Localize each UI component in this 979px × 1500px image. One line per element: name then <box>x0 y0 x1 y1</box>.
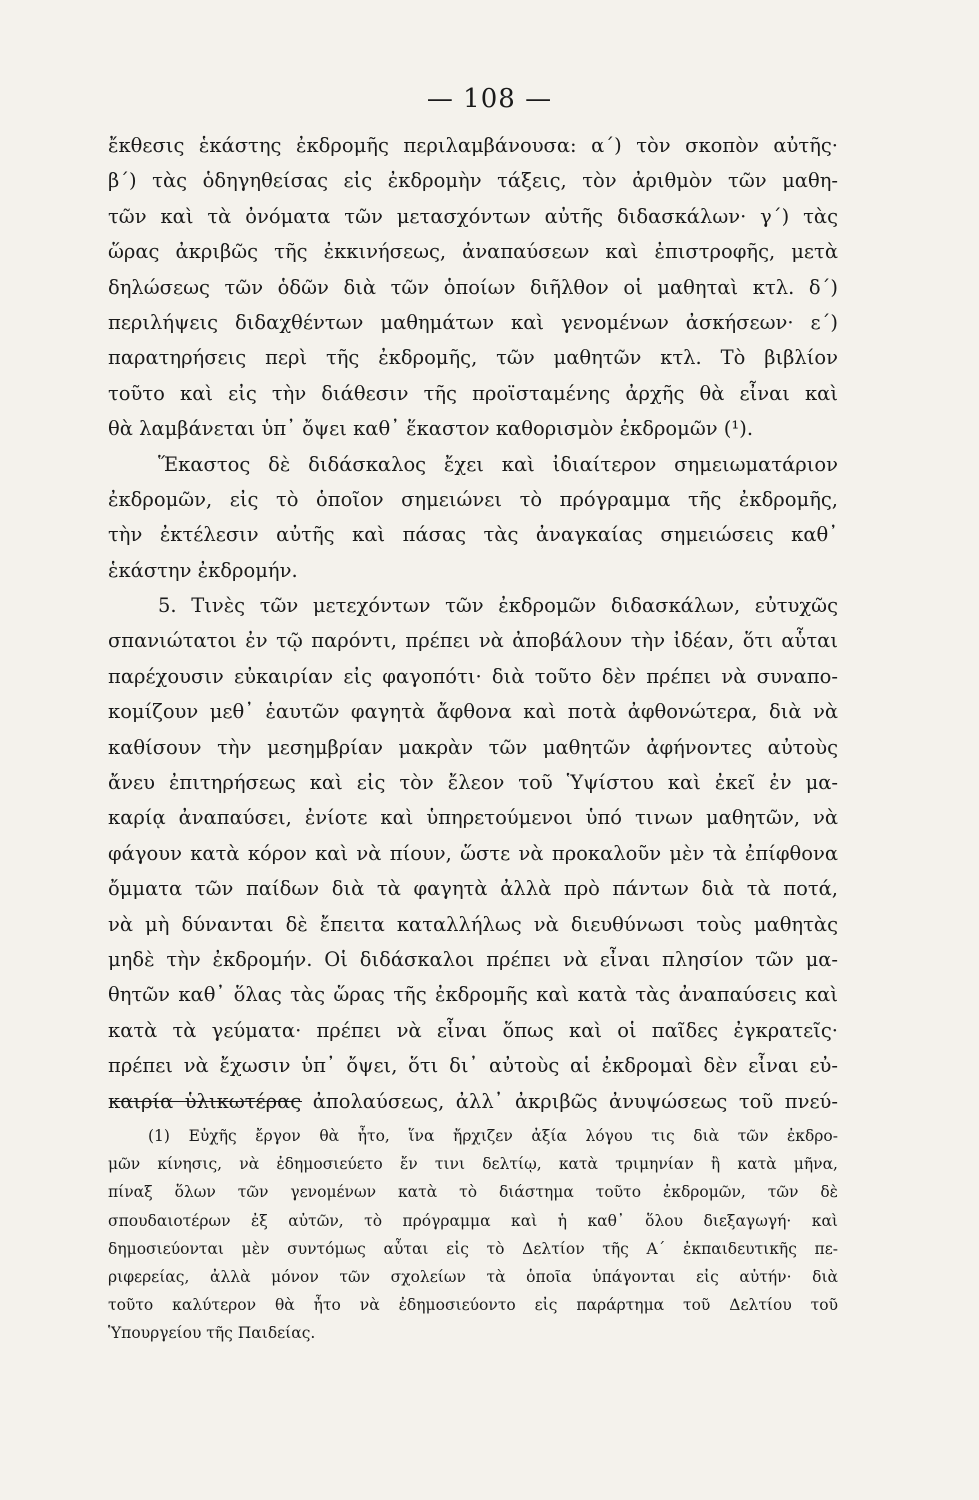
footnote-divider <box>110 1101 302 1102</box>
footnote-line: ριφερείας, ἀλλὰ μόνον τῶν σχολείων τὰ ὁποῖα ὑπάγονται εἰς αὐτήν· διὰ <box>108 1267 838 1286</box>
text-line: μηδὲ τὴν ἐκδρομήν. Οἱ διδάσκαλοι πρέπει νὰ εἶναι πλησίον τῶν μα- <box>108 947 838 971</box>
text-line: καθίσουν τὴν μεσημβρίαν μακρὰν τῶν μαθητῶν ἀφήνοντες αὐτοὺς <box>108 735 838 759</box>
footnote-line: Ὑπουργείου τῆς Παιδείας. <box>108 1324 316 1343</box>
footnote-line: (1) Εὐχῆς ἔργον θὰ ἦτο, ἵνα ἤρχιζεν ἀξία λόγου τις διὰ τῶν ἐκδρο- <box>148 1127 838 1145</box>
body-text <box>108 128 838 1119</box>
text-line: περιλήψεις διδαχθέντων μαθημάτων καὶ γενομένων ἀσκήσεων· ε΄) <box>108 310 838 334</box>
text-line: παρατηρήσεις περὶ τῆς ἐκδρομῆς, τῶν μαθητῶν κτλ. Τὸ βιβλίον <box>108 346 838 370</box>
text-line: καιρία ὑλικωτέρας ἀπολαύσεως, ἀλλ᾿ ἀκριβῶς ἀνυψώσεως τοῦ πνεύ- <box>108 1089 838 1113</box>
text-line: ἔκθεσις ἑκάστης ἐκδρομῆς περιλαμβάνουσα: α΄) τὸν σκοπὸν αὐτῆς· <box>108 134 838 157</box>
text-line: σπανιώτατοι ἐν τῷ παρόντι, πρέπει νὰ ἀποβάλουν τὴν ἰδέαν, ὅτι αὗται <box>108 629 838 653</box>
footnote-line: τοῦτο καλύτερον θὰ ἦτο νὰ ἐδημοσιεύοντο εἰς παράρτημα τοῦ Δελτίου τοῦ <box>108 1296 838 1315</box>
text-line: φάγουν κατὰ κόρον καὶ νὰ πίουν, ὥστε νὰ προκαλοῦν μὲν τὰ ἐπίφθονα <box>108 841 838 865</box>
footnote-line: πίναξ ὅλων τῶν γενομένων κατὰ τὸ διάστημα τοῦτο ἐκδρομῶν, τῶν δὲ <box>108 1183 838 1202</box>
text-line: ὥρας ἀκριβῶς τῆς ἐκκινήσεως, ἀναπαύσεων καὶ ἐπιστροφῆς, μετὰ <box>108 240 838 264</box>
text-line: τὴν ἐκτέλεσιν αὐτῆς καὶ πάσας τὰς ἀναγκαίας σημειώσεις καθ᾿ <box>108 523 838 547</box>
footnote <box>108 1122 838 1348</box>
footnote-line: δημοσιεύονται μὲν συντόμως αὗται εἰς τὸ Δελτίον τῆς Α΄ ἐκπαιδευτικῆς πε- <box>108 1239 838 1258</box>
text-line: καρίᾳ ἀναπαύσει, ἐνίοτε καὶ ὑπηρετούμενοι ὑπό τινων μαθητῶν, νὰ <box>108 806 838 830</box>
text-line: β΄) τὰς ὁδηγηθείσας εἰς ἐκδρομὴν τάξεις, τὸν ἀριθμὸν τῶν μαθη- <box>108 169 838 193</box>
text-line: τοῦτο καὶ εἰς τὴν διάθεσιν τῆς προϊσταμένης ἀρχῆς θὰ εἶναι καὶ <box>108 381 838 405</box>
footnote-line: μῶν κίνησις, νὰ ἐδημοσιεύετο ἔν τινι δελτίῳ, κατὰ τριμηνίαν ἢ κατὰ μῆνα, <box>108 1155 838 1174</box>
text-line: δηλώσεως τῶν ὁδῶν διὰ τῶν ὁποίων διῆλθον οἱ μαθηταὶ κτλ. δ΄) <box>108 275 838 299</box>
text-line: ἄνευ ἐπιτηρήσεως καὶ εἰς τὸν ἔλεον τοῦ Ὑψίστου καὶ ἐκεῖ ἐν μα- <box>108 771 838 795</box>
text-line: κατὰ τὰ γεύματα· πρέπει νὰ εἶναι ὅπως καὶ οἱ παῖδες ἐγκρατεῖς· <box>108 1018 838 1042</box>
text-line: ἑκάστην ἐκδρομήν. <box>108 558 298 582</box>
text-line: τῶν καὶ τὰ ὀνόματα τῶν μετασχόντων αὐτῆς διδασκάλων· γ΄) τὰς <box>108 204 838 228</box>
text-line: παρέχουσιν εὐκαιρίαν εἰς φαγοπότι· διὰ τοῦτο δὲν πρέπει νὰ συναπο- <box>108 664 838 688</box>
text-line: θὰ λαμβάνεται ὑπ᾿ ὄψει καθ᾿ ἕκαστον καθορισμὸν ἐκδρομῶν (¹). <box>108 417 754 441</box>
text-line: κομίζουν μεθ᾿ ἑαυτῶν φαγητὰ ἄφθονα καὶ ποτὰ ἀφθονώτερα, διὰ νὰ <box>108 700 838 724</box>
text-line: 5. Τινὲς τῶν μετεχόντων τῶν ἐκδρομῶν διδασκάλων, εὐτυχῶς <box>158 594 838 618</box>
footnote-line: σπουδαιοτέρων ἐξ αὐτῶν, τὸ πρόγραμμα καὶ ἡ καθ᾿ ὅλου διεξαγωγή· καὶ <box>108 1211 838 1230</box>
text-line: θητῶν καθ᾿ ὅλας τὰς ὥρας τῆς ἐκδρομῆς καὶ κατὰ τὰς ἀναπαύσεις καὶ <box>108 983 838 1007</box>
text-line: Ἕκαστος δὲ διδάσκαλος ἔχει καὶ ἰδιαίτερον σημειωματάριον <box>158 452 838 476</box>
text-line: ἐκδρομῶν, εἰς τὸ ὁποῖον σημειώνει τὸ πρόγραμμα τῆς ἐκδρομῆς, <box>108 487 838 511</box>
text-line: πρέπει νὰ ἔχωσιν ὑπ᾿ ὄψει, ὅτι δι᾿ αὐτοὺς αἱ ἐκδρομαὶ δὲν εἶναι εὐ- <box>108 1054 838 1078</box>
text-line: νὰ μὴ δύνανται δὲ ἔπειτα καταλλήλως νὰ διευθύνωσι τοὺς μαθητὰς <box>108 912 838 936</box>
page-number: — 108 — <box>426 84 553 114</box>
text-line: ὄμματα τῶν παίδων διὰ τὰ φαγητὰ ἀλλὰ πρὸ πάντων διὰ τὰ ποτά, <box>108 877 838 901</box>
